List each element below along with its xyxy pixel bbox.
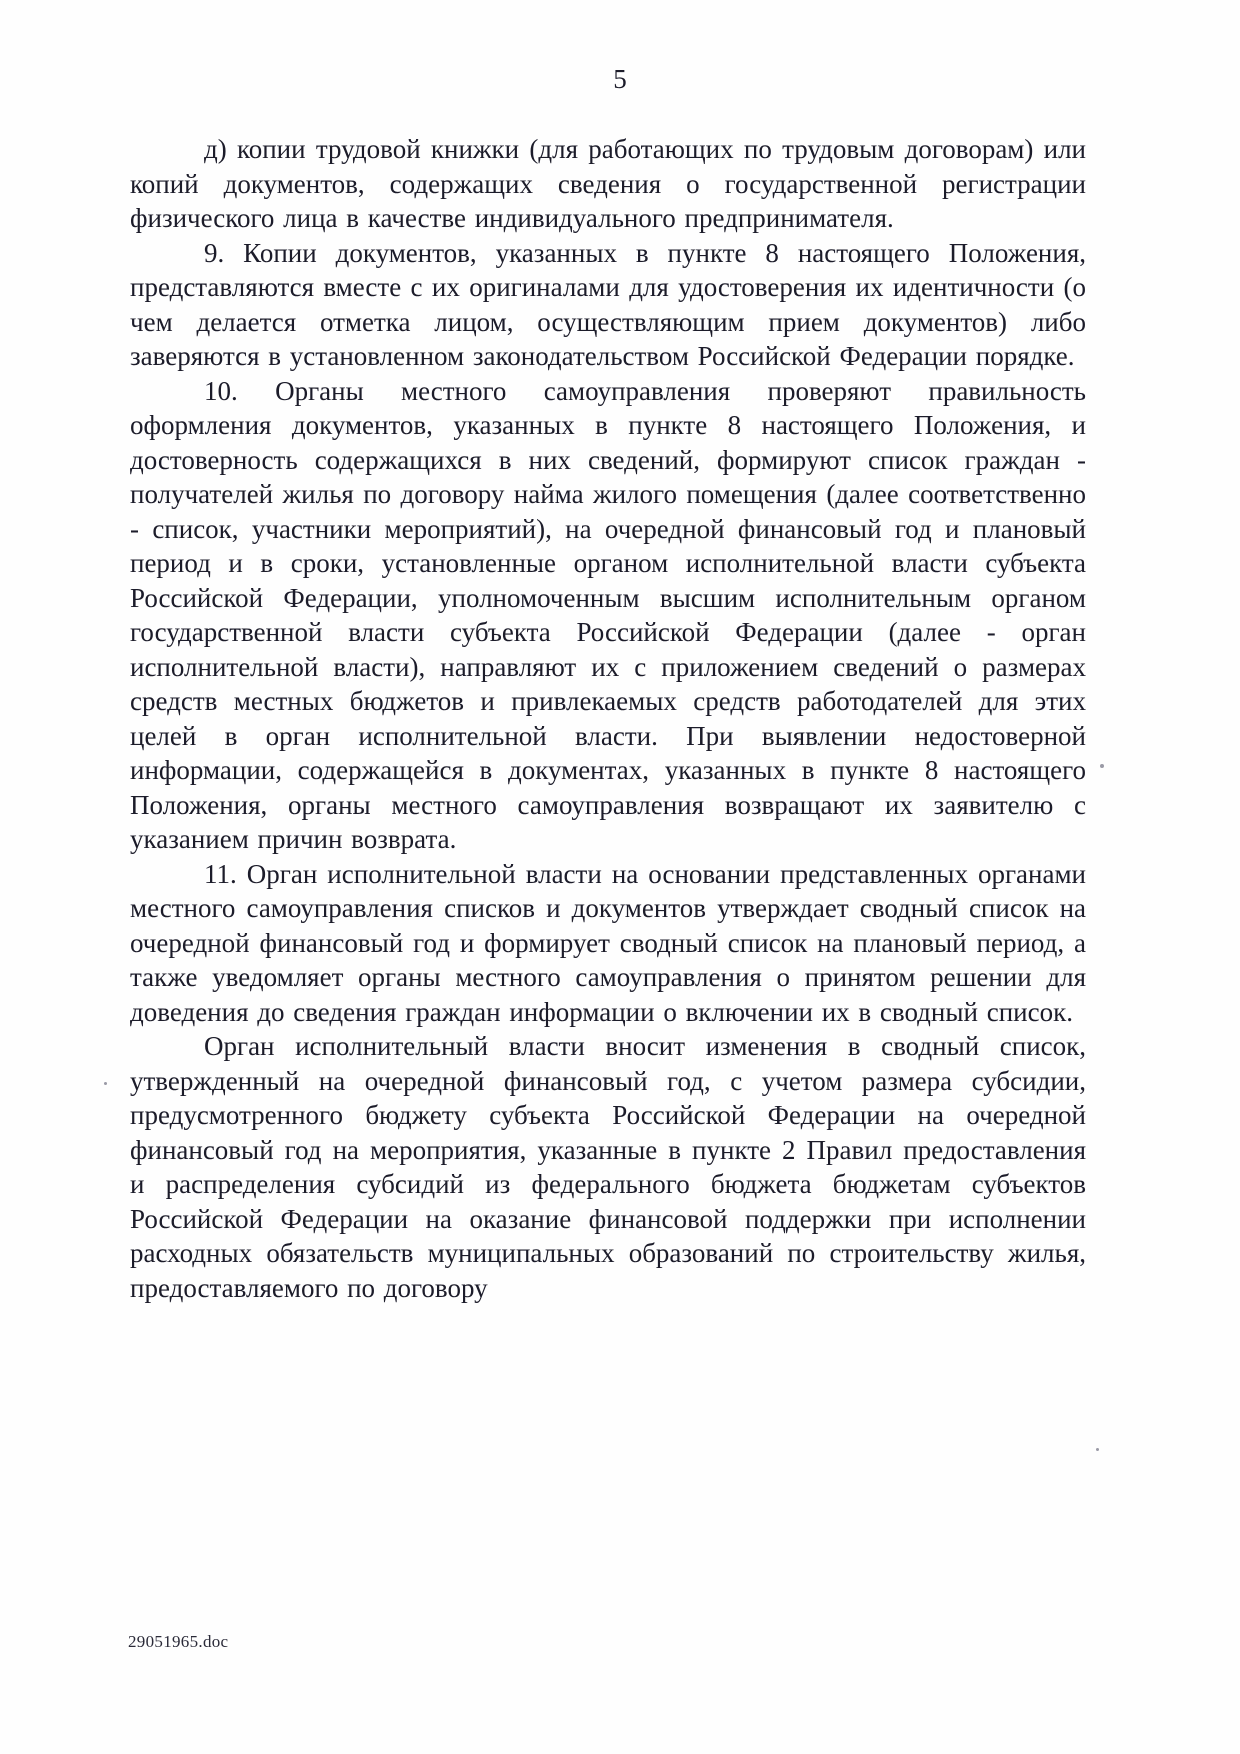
paragraph-d-item: д) копии трудовой книжки (для работающих по трудовым договорам) или копий документов, содержащих сведения о государственной регистрации физического лица в качестве индивидуального предпринимателя. xyxy=(130,134,1086,233)
paragraph-point-10: 10. Органы местного самоуправления проверяют правильность оформления документов, указанных в пункте 8 настоящего Положения, и достоверность содержащихся в них сведений, формируют список граждан - получателей жилья по договору найма жилого помещения (далее соответственно - список, участники мероприятий), на очередной финансовый год и плановый период и в сроки, установленные органом исполнительной власти субъекта Российской Федерации, уполномоченным высшим исполнительным органом государственной власти субъекта Российской Федерации (далее - орган исполнительной власти), направляют их с приложением сведений о размерах средств местных бюджетов и привлекаемых средств работодателей для этих целей в орган исполнительной власти. При выявлении недостоверной информации, содержащейся в документах, указанных в пункте 8 настоящего Положения, органы местного самоуправления возвращают их заявителю с указанием причин возврата. xyxy=(130,375,1086,854)
paragraph-point-11: 11. Орган исполнительной власти на основании представленных органами местного самоуправления списков и документов утверждает сводный список на очередной финансовый год и формирует сводный список на плановый период, а также уведомляет органы местного самоуправления о принятом решении для доведения до сведения граждан информации о включении их в сводный список. xyxy=(130,858,1086,1027)
paragraph-point-9: 9. Копии документов, указанных в пункте 8 настоящего Положения, представляются вместе с их оригиналами для удостоверения их идентичности (о чем делается отметка лицом, осуществляющим прием документов) либо заверяются в установленном законодательством Российской Федерации порядке. xyxy=(130,237,1086,371)
scan-artifact-dot xyxy=(1100,764,1104,768)
page-number: 5 xyxy=(613,64,627,94)
scan-artifact-dot xyxy=(104,1082,107,1085)
paragraph-amendments: Орган исполнительный власти вносит изменения в сводный список, утвержденный на очередной финансовый год, с учетом размера субсидии, предусмотренного бюджету субъекта Российской Федерации на очередной финансовый год на мероприятия, указанные в пункте 2 Правил предоставления и распределения субсидий из федерального бюджета бюджетам субъектов Российской Федерации на оказание финансовой поддержки при исполнении расходных обязательств муниципальных образований по строительству жилья, предоставляемого по договору xyxy=(130,1031,1086,1303)
scan-artifact-dot xyxy=(1096,1448,1099,1451)
footer-filename: 29051965.doc xyxy=(128,1632,229,1651)
document-body xyxy=(130,132,1086,1305)
